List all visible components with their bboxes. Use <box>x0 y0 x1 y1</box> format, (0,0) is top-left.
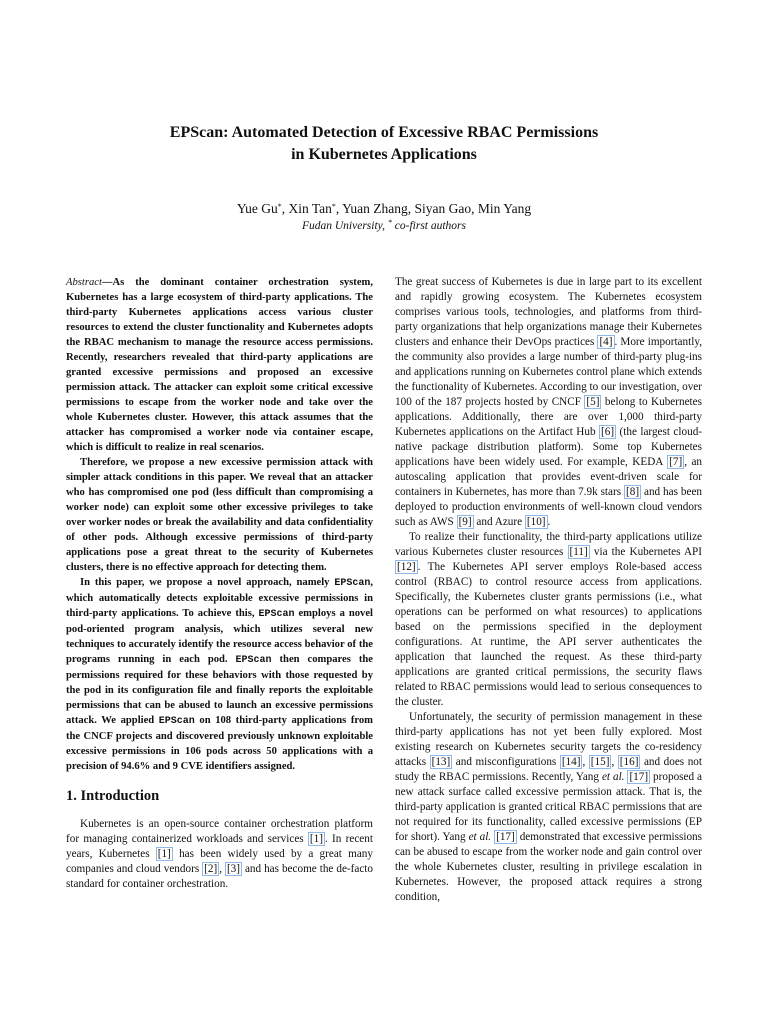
author-rest: , Yuan Zhang, Siyan Gao, Min Yang <box>335 201 532 216</box>
et-al: et al. <box>601 771 625 783</box>
abstract-lead: Abstract <box>66 277 102 288</box>
citation-link[interactable]: [14] <box>561 756 581 768</box>
citation-link[interactable]: [1] <box>309 833 323 845</box>
right-column <box>395 275 702 905</box>
affiliation-note: co-first authors <box>394 220 467 232</box>
right-text: proposed a new attack surface called excessive permission attack. That is, the third-party application is granted critical RBAC permissions that are not required for its functionality, called excessive permissions (EP for short). Yang <box>395 771 703 843</box>
citation-link[interactable]: [4] <box>599 336 613 348</box>
right-paragraph-2 <box>395 530 702 710</box>
citation-link[interactable]: [13] <box>431 756 451 768</box>
abstract <box>66 275 373 774</box>
citation-link[interactable]: [11] <box>569 546 588 558</box>
right-text: . More importantly, the community also provides a large number of third-party plug-ins and applications running on Kubernetes control plane which extends the functionality of Kubernetes. According to our investigation, over 100 of the 187 projects hosted by CNCF <box>395 336 702 408</box>
citation-link[interactable]: [9] <box>458 516 472 528</box>
right-text: To realize their functionality, the third-party applications utilize various Kubernetes cluster resources <box>395 531 702 558</box>
citation-link[interactable]: [3] <box>226 863 240 875</box>
citation-link[interactable]: [5] <box>586 396 600 408</box>
intro-text: , <box>219 863 225 875</box>
citation-link[interactable]: [2] <box>204 863 218 875</box>
tool-name: EPScan <box>334 578 371 589</box>
right-text: The great success of Kubernetes is due in large part to its excellent and rapidly growing ecosystem. The Kubernetes ecosystem comprises various tools, technologies, and platforms from third-party organizations that help organizations manage their Kubernetes clusters and enhance their DevOps practices <box>395 276 702 348</box>
intro-text: has been widely used by a great many companies and cloud vendors <box>66 848 373 875</box>
author-2: , Xin Tan <box>281 201 332 216</box>
right-paragraph-1 <box>395 275 702 530</box>
citation-link[interactable]: [12] <box>397 561 416 573</box>
citation-link[interactable]: [6] <box>601 426 615 438</box>
citation-link[interactable]: [16] <box>619 756 639 768</box>
left-column <box>66 275 373 892</box>
citation-link[interactable]: [8] <box>626 486 640 498</box>
title-line-2: in Kubernetes Applications <box>291 146 477 163</box>
affiliation <box>0 218 768 234</box>
author-1: Yue Gu <box>236 201 278 216</box>
abstract-text-3b: , which automatically detects exploitable excessive permissions in third-party applications. To achieve this, <box>66 577 373 619</box>
right-text: and does not study the RBAC permissions. Recently, Yang <box>395 756 702 783</box>
title-line-1: EPScan: Automated Detection of Excessive RBAC Permissions <box>169 124 599 141</box>
et-al: et al. <box>468 831 492 843</box>
abstract-text-3a: In this paper, we propose a novel approach, namely <box>80 577 335 588</box>
intro-text: . In recent years, Kubernetes <box>66 833 373 860</box>
tool-name: EPScan <box>235 655 272 666</box>
right-text: and Azure <box>473 516 525 528</box>
right-text: . The Kubernetes API server employs Role-based access control (RBAC) to control resource access from applications. Specifically, the Kubernetes cluster grants permissions (i.e., what operations can be performed on what resources) to applications based on the permissions specified in the deployment configurations. At runtime, the API server authenticates the application that launched the request. As these third-party applications are granted critical permissions, the security flaws related to RBAC permissions would lead to serious consequences to the cluster. <box>395 561 702 708</box>
right-text: , an autoscaling application that provides event-driven scale for containers in Kubernetes, has more than 7.9k stars <box>395 456 703 498</box>
citation-link[interactable]: [17] <box>496 831 515 843</box>
abstract-text-1: —As the dominant container orchestration system, Kubernetes has a large ecosystem of third-party applications. The third-party Kubernetes applications access various cluster resources to extend the cluster functionality and Kubernetes adopts the RBAC mechanism to manage the resource access permissions. Recently, researchers revealed that third-party applications are granted excessive permissions and proposed an excessive permission attack. The attacker can exploit some critical excessive permissions to escape from the worker node and take over the whole Kubernetes cluster. However, this attack assumes that the attacker has compromised a worker node via container escape, which is difficult to realize in real scenarios. <box>66 277 373 453</box>
citation-link[interactable]: [15] <box>590 756 610 768</box>
right-text: and has been deployed to production environments of well-known cloud vendors such as AWS <box>395 486 703 528</box>
intro-text: Kubernetes is an open-source container orchestration platform for managing containerized workloads and services <box>66 818 373 845</box>
right-text: . <box>547 516 551 528</box>
right-text: , <box>582 756 589 768</box>
section-heading-introduction: 1. Introduction <box>66 788 160 804</box>
paper-title <box>0 122 768 166</box>
right-text: via the Kubernetes API <box>589 546 702 558</box>
tool-name: EPScan <box>258 609 295 620</box>
right-text: demonstrated that excessive permissions can be abused to escape from the worker node and gain control over the whole Kubernetes cluster, resulting in privilege escalation in Kubernetes. However, the proposed attack requires a strong condition, <box>395 831 702 903</box>
right-text: Unfortunately, the security of permission management in these third-party applications has not yet been fully explored. Most existing research on Kubernetes security targets the co-residency attacks <box>395 711 702 768</box>
citation-link[interactable]: [10] <box>526 516 546 528</box>
author-list <box>0 200 768 218</box>
right-text: , <box>611 756 618 768</box>
right-text: belong to Kubernetes applications. Additionally, there are over 1,000 third-party Kubernetes applications on the Artifact Hub <box>395 396 702 438</box>
intro-text: and has become the de-facto standard for container orchestration. <box>66 863 373 890</box>
citation-link[interactable]: [7] <box>669 456 683 468</box>
abstract-paragraph-3 <box>66 575 373 774</box>
abstract-text-3d: then compares the permissions required for these behaviors with those requested by the pod in its configuration file and finally reports the exploitable permissions that can be abused to launch an excessive permissions attack. We applied <box>66 654 373 726</box>
abstract-text-3c: employs a novel pod-oriented program analysis, which utilizes several new techniques to accurately identify the resource access behavior of the programs running in each pod. <box>66 608 373 665</box>
intro-paragraph-1 <box>66 817 373 892</box>
affiliation-star: * <box>387 218 392 227</box>
abstract-paragraph-2: Therefore, we propose a new excessive permission attack with simpler attack conditions in this paper. We reveal that an attacker who has compromised one pod (less difficult than compromising a worker node) can exploit some other excessive privileges to take over worker nodes or break the availability and data confidentiality of other pods. Although excessive permissions of third-party applications pose a great threat to the security of Kubernetes clusters, there is no effective approach for detecting them. <box>66 457 373 573</box>
introduction-left <box>66 817 373 892</box>
co-first-mark-1: * <box>277 202 282 211</box>
right-paragraph-3 <box>395 710 702 905</box>
right-text: (the largest cloud-native package distribution platform). Some top Kubernetes applications have been widely used. For example, KEDA <box>395 426 703 468</box>
tool-name: EPScan <box>158 716 195 727</box>
abstract-text-3e: on 108 third-party applications from the CNCF projects and discovered previously unknown exploitable excessive permissions in 106 pods across 50 applications with a precision of 94.6% and 9 CVE identifiers assigned. <box>66 715 373 772</box>
citation-link[interactable]: [1] <box>157 848 171 860</box>
co-first-mark-2: * <box>331 202 336 211</box>
affiliation-name: Fudan University, <box>301 220 386 232</box>
right-text: and misconfigurations <box>452 756 560 768</box>
abstract-paragraph-1 <box>66 275 373 455</box>
citation-link[interactable]: [17] <box>629 771 649 783</box>
